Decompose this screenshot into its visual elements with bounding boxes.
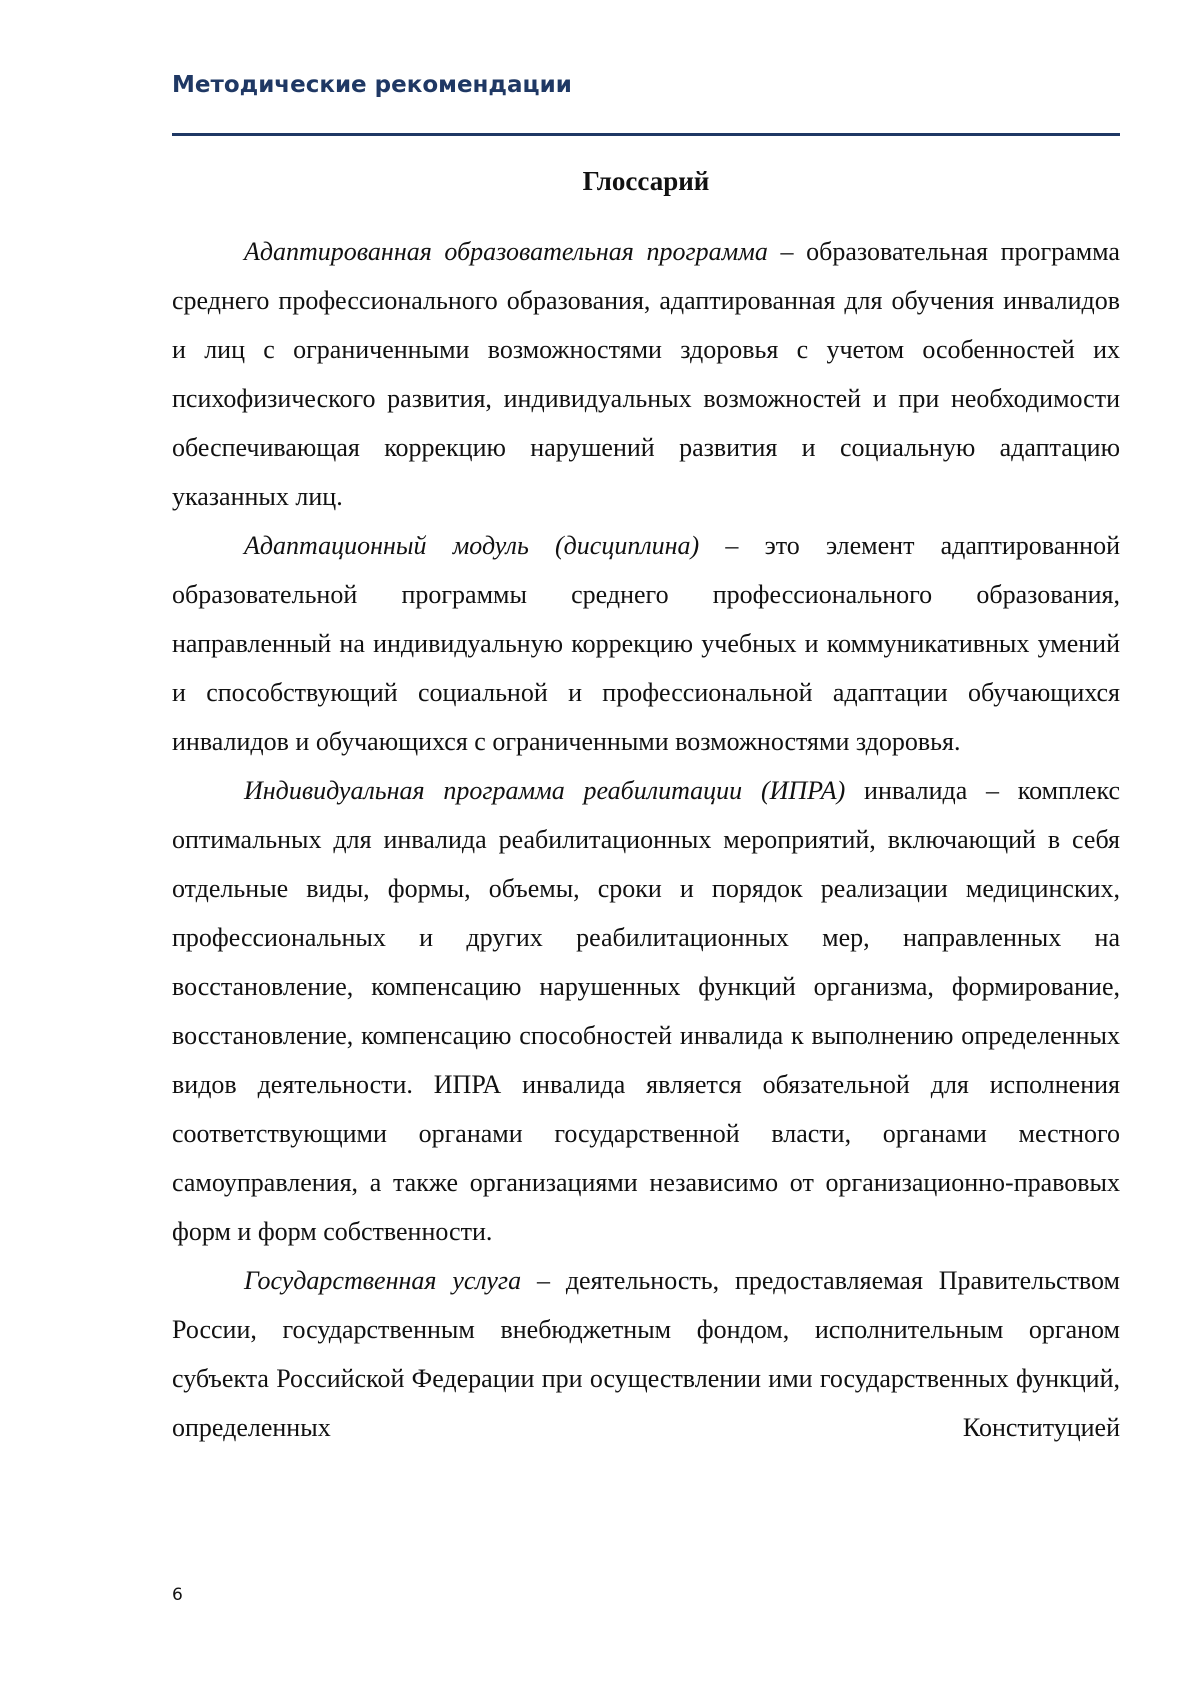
running-header: Методические рекомендации [172,72,572,98]
glossary-definition: – это элемент адаптированной образовательной программы среднего профессионального образования, направленный на индивидуальную коррекцию учебных и коммуникативных умений и способствующий социальной и профессиональной адаптации обучающихся инвалидов и обучающихся с ограниченными возможностями здоровья. [172,531,1120,756]
glossary-definition: – деятельность, предоставляемая Правительством России, государственным внебюджетным фондом, исполнительным органом субъекта Российской Федерации при осуществлении ими государственных функций, определенных Конституцией [172,1266,1120,1442]
glossary-term: Адаптированная образовательная программа [244,237,768,266]
header-divider [172,133,1120,136]
glossary-definition: инвалида – комплекс оптимальных для инвалида реабилитационных мероприятий, включающий в себя отдельные виды, формы, объемы, сроки и порядок реализации медицинских, профессиональных и других реабилитационных мер, направленных на восстановление, компенсацию нарушенных функций организма, формирование, восстановление, компенсацию способностей инвалида к выполнению определенных видов деятельности. ИПРА инвалида является обязательной для исполнения соответствующими органами государственной власти, органами местного самоуправления, а также организациями независимо от организационно-правовых форм и форм собственности. [172,776,1120,1246]
glossary-entry [172,766,1120,1256]
glossary-term: Индивидуальная программа реабилитации (ИПРА) [244,776,846,805]
glossary-definition: – образовательная программа среднего профессионального образования, адаптированная для обучения инвалидов и лиц с ограниченными возможностями здоровья с учетом особенностей их психофизического развития, индивидуальных возможностей и при необходимости обеспечивающая коррекцию нарушений развития и социальную адаптацию указанных лиц. [172,237,1120,511]
glossary-entry [172,521,1120,766]
glossary-entry [172,1256,1120,1452]
glossary-entry [172,227,1120,521]
page-number: 6 [172,1585,183,1605]
glossary-term: Государственная услуга [244,1266,522,1295]
glossary-term: Адаптационный модуль (дисциплина) [244,531,700,560]
section-title: Глоссарий [582,166,710,196]
glossary-body [172,227,1120,1452]
